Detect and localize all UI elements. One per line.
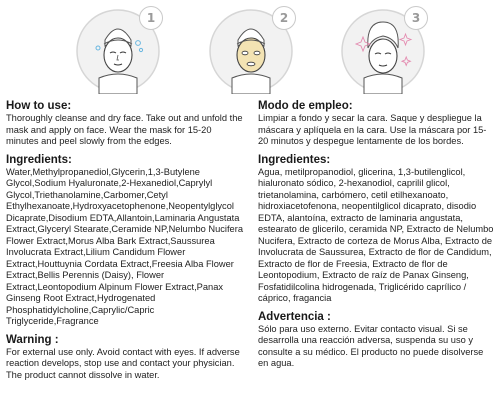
- step-number-badge: 2: [272, 6, 296, 30]
- ingredients-heading: Ingredients:: [6, 153, 72, 166]
- how-to-use-text: Thoroughly cleanse and dry face. Take out and unfold the mask and apply on face. Wear the mask for 15-20 minutes and peel slowly from the edges.: [6, 113, 243, 146]
- usage-steps: [0, 0, 500, 100]
- step-number-badge: 1: [139, 6, 163, 30]
- modo-de-empleo-text: Limpiar a fondo y secar la cara. Saque y despliegue la máscara y aplíquela en la cara. Use la máscara por 15-20 minutos y despegue lentamente de los bordes.: [258, 113, 487, 146]
- step-1-cleansing-illustration: [75, 8, 161, 94]
- warning-heading: Warning :: [6, 333, 59, 346]
- step-number-badge: 3: [404, 6, 428, 30]
- advertencia-text: Sólo para uso externo. Evitar contacto visual. Si se desarrolla una reacción adversa, suspenda su uso y consulte a su médico. El producto no puede disolverse en agua.: [258, 323, 484, 368]
- warning-text: For external use only. Avoid contact with eyes. If adverse reaction develops, stop use and contact your physician. The product cannot dissolve in water.: [6, 346, 240, 380]
- english-instructions: [6, 100, 246, 387]
- how-to-use-heading: How to use:: [6, 100, 72, 112]
- ingredientes-heading: Ingredientes:: [258, 153, 331, 166]
- advertencia-heading: Advertencia :: [258, 310, 331, 323]
- ingredientes-text: Agua, metilpropanodiol, glicerina, 1,3-butilenglicol, hialuronato sódico, 2-hexanodiol, caprilil glicol, trietanolamina, carbómero, cetil etilhexanoato, hidroxiacetofenona, neopentilglicol dicaprato, disodio EDTA, alantoína, extracto de laminaria angustata, estearato de glicerilo, ceramida NP, Extracto de Nelumbo Nucifera, Extracto de corteza de Morus Alba, Extracto de Involucrata de Saussurea, Extracto de flor de Candidum, Extracto de flor de Freesia, Extracto de flor de Leontopodium, Extracto de raíz de Panax Ginseng, Fosfatidilcolina hidrogenada, Triglicérido caprílico / cáprico, fragancia: [258, 166, 494, 303]
- step-2-mask-illustration: [208, 8, 294, 94]
- modo-de-empleo-heading: Modo de empleo:: [258, 100, 353, 112]
- ingredients-text: Water,Methylpropanediol,Glycerin,1,3-Butylene Glycol,Sodium Hyaluronate,2-Hexanediol,Caprylyl Glycol,Triethanolamine,Carbomer,Cetyl Ethylhexanoate,Hydroxyacetophenone,Neopentylglycol Dicaprate,Disodium EDTA,Allantoin,Laminaria Angustata Extract,Glyceryl Stearate,Ceramide NP,Nelumbo Nucifera Flower Extract,Morus Alba Bark Extract,Saussurea Involucrata Extract,Lilium Candidum Flower Extract,Houttuynia Cordata Extract,Freesia Alba Flower Extract,Bellis Perennis (Daisy), Flower Extract,Leontopodium Alpinum Flower Extract,Panax Ginseng Root Extract,Hydrogenated Phosphatidylcholine,Caprylic/Capric Triglyceride,Fragrance: [6, 166, 243, 326]
- spanish-instructions: [258, 100, 496, 376]
- step-3-glowing-face-illustration: [340, 8, 426, 94]
